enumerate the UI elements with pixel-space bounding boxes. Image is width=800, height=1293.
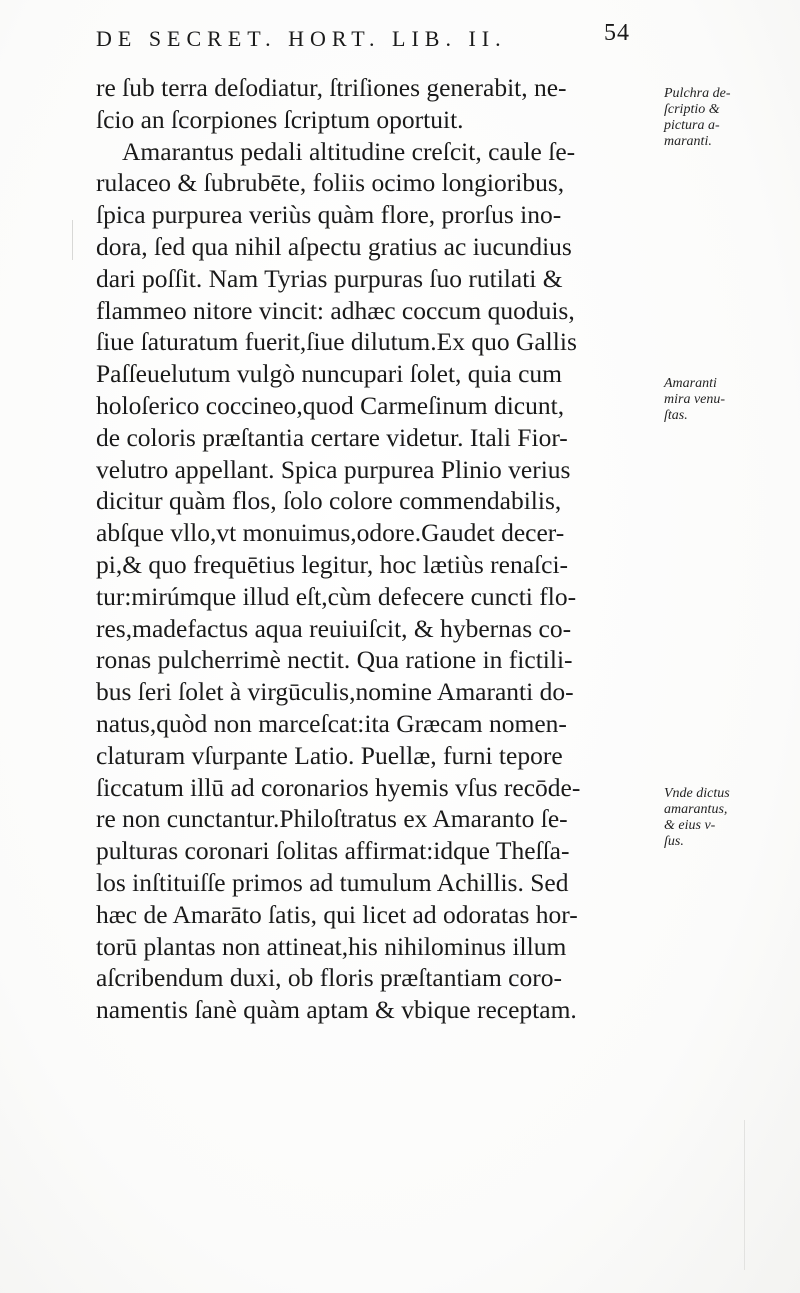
margin-note-description <box>664 86 794 150</box>
text-line: dicitur quàm flos, ſolo colore commendabilis, <box>96 486 562 516</box>
margin-note-line: Vnde dictus <box>664 786 730 801</box>
margin-note-line: ſus. <box>664 834 684 849</box>
text-line: torū plantas non attineat,his nihilominus illum <box>96 931 567 961</box>
text-line: dari poſſit. Nam Tyrias purpuras ſuo rutilati & <box>96 263 563 293</box>
text-line: holoſerico coccineo,quod Carmeſinum dicunt, <box>96 390 565 420</box>
text-line: natus,quòd non marceſcat:ita Græcam nomen- <box>96 708 567 738</box>
page-number: 54 <box>604 20 630 46</box>
text-line: rulaceo & ſubrubēte, foliis ocimo longioribus, <box>96 168 565 198</box>
text-line: re ſub terra deſodiatur, ſtriſiones generabit, ne- <box>96 73 567 102</box>
running-head <box>96 18 630 58</box>
margin-note-line: Amaranti <box>664 376 717 391</box>
margin-note-beauty <box>664 376 794 424</box>
text-line: Amarantus pedali altitudine creſcit, caule ſe- <box>122 136 576 166</box>
margin-note-line: & eius v- <box>664 818 716 833</box>
text-line: claturam vſurpante Latio. Puellæ, furni tepore <box>96 740 563 770</box>
text-line: flammeo nitore vincit: adhæc coccum quoduis, <box>96 295 575 325</box>
margin-note-line: mira venu- <box>664 392 726 407</box>
text-line: ſpica purpurea veriùs quàm flore, prorſus ino- <box>96 200 562 230</box>
body-text <box>96 72 676 1026</box>
text-line: de coloris præſtantia certare videtur. Itali Fior- <box>96 422 568 452</box>
text-line: abſque vllo,vt monuimus,odore.Gaudet decer- <box>96 518 565 548</box>
text-line: ronas pulcherrimè nectit. Qua ratione in fictili- <box>96 645 573 675</box>
text-line: ſiue ſaturatum fuerit,ſiue dilutum.Ex quo Gallis <box>96 327 577 357</box>
text-line: pi,& quo frequētius legitur, hoc lætiùs renaſci- <box>96 549 569 579</box>
text-line: los inſtituiſſe primos ad tumulum Achillis. Sed <box>96 867 569 897</box>
text-line: velutro appellant. Spica purpurea Plinio verius <box>96 454 571 484</box>
text-line: tur:mirúmque illud eſt,cùm defecere cuncti flo- <box>96 581 577 611</box>
text-line: ſcio an ſcorpiones ſcriptum oportuit. <box>96 104 464 134</box>
margin-note-line: ſtas. <box>664 408 688 423</box>
text-line: res,madefactus aqua reuiuiſcit, & hybernas co- <box>96 613 572 643</box>
margin-note-name-origin <box>664 786 794 850</box>
text-line: pulturas coronari ſolitas affirmat:idque Theſſa- <box>96 836 570 866</box>
text-line: ſiccatum illū ad coronarios hyemis vſus recōde- <box>96 772 581 802</box>
text-line: aſcribendum duxi, ob floris præſtantiam coro- <box>96 963 562 993</box>
paper-crease <box>744 1120 745 1270</box>
text-line: bus ſeri ſolet à virgūculis,nomine Amaranti do- <box>96 677 574 707</box>
text-line: dora, ſed qua nihil aſpectu gratius ac iucundius <box>96 231 572 261</box>
margin-note-line: amarantus, <box>664 802 728 817</box>
text-line: hæc de Amarāto ſatis, qui licet ad odoratas hor- <box>96 899 578 929</box>
text-line: namentis ſanè quàm aptam & vbique receptam. <box>96 995 577 1025</box>
margin-note-line: maranti. <box>664 134 712 149</box>
margin-note-line: pictura a- <box>664 118 720 133</box>
margin-note-line: ſcriptio & <box>664 102 720 117</box>
margin-note-line: Pulchra de- <box>664 86 731 101</box>
text-line: re non cunctantur.Philoſtratus ex Amaranto ſe- <box>96 804 568 834</box>
paper-crease <box>72 220 73 260</box>
text-line: Paſſeuelutum vulgò nuncupari ſolet, quia cum <box>96 359 562 389</box>
running-head-title: DE SECRET. HORT. LIB. II. <box>96 26 507 51</box>
